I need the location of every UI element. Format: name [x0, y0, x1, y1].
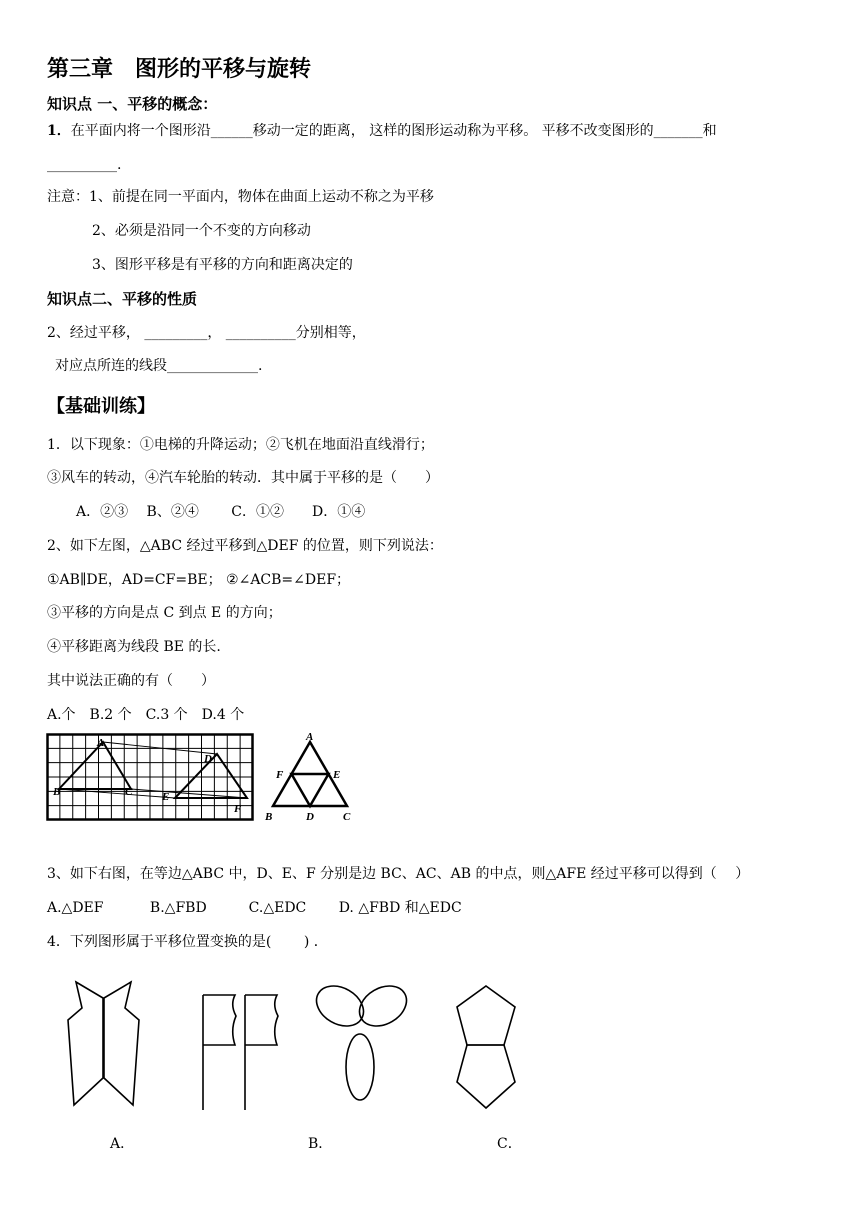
grid-label-d: D: [204, 753, 212, 765]
grid-label-c: C: [125, 786, 133, 798]
q4-line-1: 4．下列图形属于平移位置变换的是( ) ．: [47, 934, 328, 950]
note-line-2: 2、必须是沿同一个不变的方向移动: [92, 223, 311, 239]
q2-line-3: ③平移的方向是点 C 到点 E 的方向；: [47, 605, 282, 621]
knowledge-point-2-heading: 知识点二、平移的性质: [47, 290, 198, 308]
q3-line-1: 3、如下右图，在等边△ABC 中，D、E、F 分别是边 BC、AC、AB 的中点，则△AFE 经过平移可以得到（ ）: [47, 866, 750, 882]
grid-label-a: A: [97, 737, 105, 749]
tri-label-c: C: [343, 811, 351, 823]
q3-options: A.△DEF B.△FBD C.△EDC D. △FBD 和△EDC: [47, 900, 462, 916]
knowledge-point-1-heading: 知识点 一、平移的概念：: [47, 95, 218, 113]
grid-translation-figure: [47, 734, 253, 820]
option-label-c: C．: [497, 1136, 522, 1152]
q2-line-2: ①AB∥DE，AD=CF=BE； ②∠ACB=∠DEF；: [47, 572, 351, 588]
q1-line-1: 1．以下现象：①电梯的升降运动；②飞机在地面沿直线滑行；: [47, 437, 434, 453]
kp1-question: [47, 121, 717, 141]
basic-training-heading: 【基础训练】: [47, 396, 155, 417]
grid-label-b: B: [53, 786, 61, 798]
kp1-question-text: 在平面内将一个图形沿______移动一定的距离， 这样的图形运动称为平移。 平移不改变图形的_______和: [70, 123, 717, 139]
kp2-line-2: 对应点所连的线段_____________.: [55, 358, 263, 374]
figure-c-ellipses: [309, 978, 413, 1100]
option-label-b: B．: [308, 1136, 333, 1152]
tri-label-e: E: [333, 769, 341, 781]
q2-line-5: 其中说法正确的有（ ）: [47, 673, 215, 689]
grid-label-f: F: [234, 803, 242, 815]
q1-options: A．②③ B、②④ C．①② D．①④: [76, 504, 366, 520]
q1-line-2: ③风车的转动，④汽车轮胎的转动．其中属于平移的是（ ）: [47, 470, 439, 486]
grid-label-e: E: [162, 791, 170, 803]
equilateral-triangle-figure: [263, 730, 358, 825]
tri-label-d: D: [306, 811, 314, 823]
kp2-line-1: 2、经过平移， _________， __________分别相等，: [47, 325, 366, 341]
figure-d-pentagons: [457, 986, 515, 1108]
note-line-3: 3、图形平移是有平移的方向和距离决定的: [92, 257, 353, 273]
tri-label-f: F: [276, 769, 284, 781]
q2-line-1: 2、如下左图，△ABC 经过平移到△DEF 的位置，则下列说法：: [47, 538, 443, 554]
q2-options: A.个 B.2 个 C.3 个 D.4 个: [47, 707, 245, 723]
kp1-question-number: 1．: [47, 123, 71, 139]
triangle-abc: [59, 742, 131, 789]
q4-option-figures: [0, 970, 860, 1120]
triangle-def-inner: [292, 774, 329, 806]
figure-a-mirrored-shape: [68, 982, 139, 1105]
tri-label-a: A: [306, 731, 314, 743]
tri-label-b: B: [265, 811, 273, 823]
segment-be: [59, 789, 175, 798]
kp1-question-continued: __________.: [47, 157, 122, 173]
note-line-1: 注意：1、前提在同一平面内，物体在曲面上运动不称之为平移: [47, 189, 434, 205]
page-title: 第三章 图形的平移与旋转: [47, 57, 312, 82]
figure-b-flags: [203, 995, 278, 1110]
option-label-a: A．: [110, 1136, 135, 1152]
q2-line-4: ④平移距离为线段 BE 的长.: [47, 639, 221, 655]
